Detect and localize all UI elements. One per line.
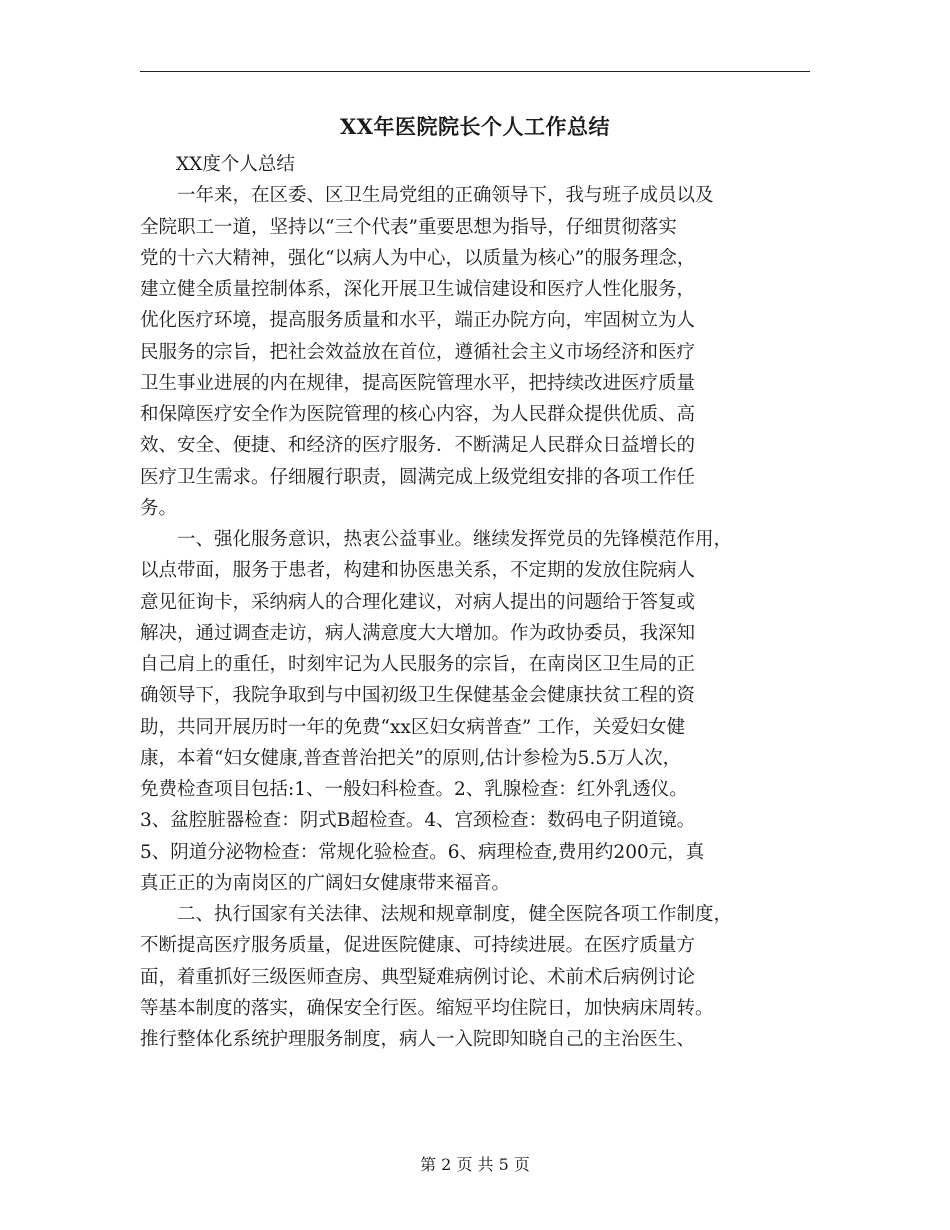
paragraph-line: 康，本着“妇女健康,普查普治把关”的原则,估计参检为5.5万人次， bbox=[140, 747, 682, 769]
paragraph-line: 优化医疗环境，提高服务质量和水平，端正办院方向，牢固树立为人 bbox=[140, 310, 696, 332]
paragraph-line: 自己肩上的重任，时刻牢记为人民服务的宗旨，在南岗区卫生局的正 bbox=[140, 654, 696, 675]
page-number-footer: 第 2 页 共 5 页 bbox=[420, 1155, 530, 1174]
paragraph-line: 务。 bbox=[140, 497, 178, 519]
paragraph-line: 建立健全质量控制体系，深化开展卫生诚信建设和医疗人性化服务， bbox=[140, 279, 696, 300]
paragraph-line: 医疗卫生需求。仔细履行职责，圆满完成上级党组安排的各项工作任 bbox=[140, 466, 696, 488]
paragraph-line: 卫生事业进展的内在规律，提高医院管理水平，把持续改进医疗质量 bbox=[140, 372, 696, 394]
paragraph-line: 确领导下，我院争取到与中国初级卫生保健基金会健康扶贫工程的资 bbox=[140, 685, 696, 707]
document-body bbox=[140, 149, 810, 1055]
paragraph-line: 面，着重抓好三级医师查房、典型疑难病例讨论、术前术后病例讨论 bbox=[140, 966, 696, 988]
paragraph-line: 助，共同开展历时一年的免费“xx区妇女病普查” 工作，关爱妇女健 bbox=[140, 716, 686, 738]
paragraph-line: 5、阴道分泌物检查：常规化验检查。6、病理检查,费用约200元，真 bbox=[140, 841, 705, 863]
paragraph-line: 和保障医疗安全作为医院管理的核心内容，为人民群众提供优质、高 bbox=[140, 404, 696, 425]
paragraph-line: 意见征询卡，采纳病人的合理化建议，对病人提出的问题给于答复或 bbox=[140, 591, 696, 613]
paragraph-line: 效、安全、便捷、和经济的医疗服务．不断满足人民群众日益增长的 bbox=[140, 435, 696, 457]
header-rule bbox=[140, 71, 810, 72]
paragraph-line: 真正正的为南岗区的广阔妇女健康带来福音。 bbox=[140, 872, 511, 894]
paragraph-line: 民服务的宗旨，把社会效益放在首位，遵循社会主义市场经济和医疗 bbox=[140, 341, 696, 363]
paragraph-line: 不断提高医疗服务质量，促进医院健康、可持续进展。在医疗质量方 bbox=[140, 935, 696, 957]
paragraph-line: 推行整体化系统护理服务制度，病人一入院即知晓自己的主治医生、 bbox=[140, 1029, 696, 1050]
paragraph-line: 一、强化服务意识，热衷公益事业。继续发挥党员的先锋模范作用， bbox=[177, 529, 733, 550]
paragraph-line: 全院职工一道，坚持以“三个代表”重要思想为指导，仔细贯彻落实 bbox=[140, 216, 677, 238]
paragraph-line: 等基本制度的落实，确保安全行医。缩短平均住院日，加快病床周转。 bbox=[140, 997, 714, 1019]
document-title: XX年医院院长个人工作总结 bbox=[339, 114, 611, 139]
document-subtitle: XX度个人总结 bbox=[176, 154, 295, 175]
paragraph-line: 二、执行国家有关法律、法规和规章制度，健全医院各项工作制度， bbox=[177, 904, 733, 925]
paragraph-line: 解决，通过调查走访，病人满意度大大增加。作为政协委员，我深知 bbox=[140, 622, 696, 644]
paragraph-line: 3、盆腔脏器检查：阴式B超检查。4、宫颈检查：数码电子阴道镜。 bbox=[140, 810, 696, 832]
paragraph-line: 一年来，在区委、区卫生局党组的正确领导下，我与班子成员以及 bbox=[177, 185, 714, 207]
paragraph-line: 党的十六大精神，强化“以病人为中心，以质量为核心”的服务理念， bbox=[140, 247, 696, 269]
paragraph-line: 以点带面，服务于患者，构建和协医患关系，不定期的发放住院病人 bbox=[140, 560, 696, 582]
paragraph-line: 免费检查项目包括:1、一般妇科检查。2、乳腺检查：红外乳透仪。 bbox=[140, 779, 688, 800]
